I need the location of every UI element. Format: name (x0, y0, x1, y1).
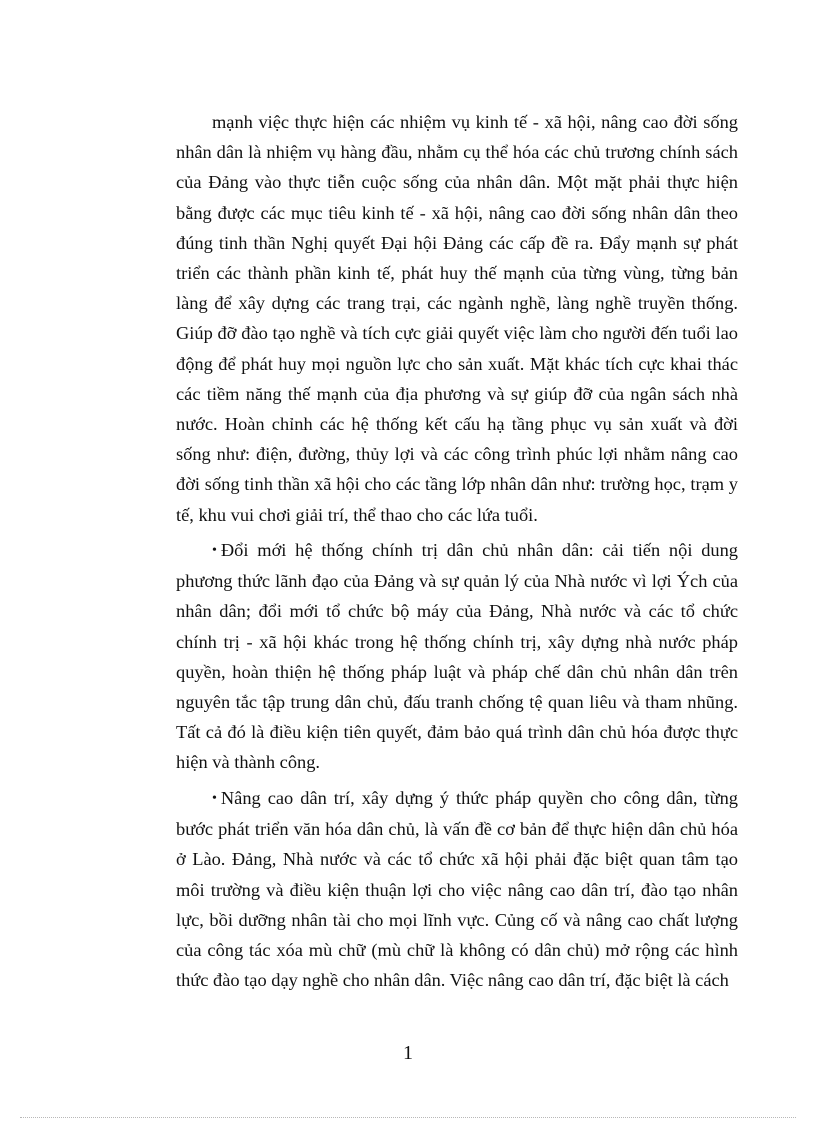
bullet-paragraph-2 (176, 783, 738, 995)
body-paragraph-1: mạnh việc thực hiện các nhiệm vụ kinh tế - xã hội, nâng cao đời sống nhân dân là nhiệm vụ hàng đầu, nhằm cụ thể hóa các chủ trương chính sách của Đảng vào thực tiễn cuộc sống của nhân dân. Một mặt phải thực hiện bằng được các mục tiêu kinh tế - xã hội, nâng cao đời sống nhân dân theo đúng tinh thần Nghị quyết Đại hội Đảng các cấp đề ra. Đẩy mạnh sự phát triển các thành phần kinh tế, phát huy thế mạnh của từng vùng, từng bản làng để xây dựng các trang trại, các ngành nghề, làng nghề truyền thống. Giúp đỡ đào tạo nghề và tích cực giải quyết việc làm cho người đến tuổi lao động để phát huy mọi nguồn lực cho sản xuất. Mặt khác tích cực khai thác các tiềm năng thế mạnh của địa phương và sự giúp đỡ của ngân sách nhà nước. Hoàn chỉnh các hệ thống kết cấu hạ tầng phục vụ sản xuất và đời sống như: điện, đường, thủy lợi và các công trình phúc lợi nhằm nâng cao đời sống tinh thần xã hội cho các tầng lớp nhân dân như: trường học, trạm y tế, khu vui chơi giải trí, thể thao cho các lứa tuổi. (176, 112, 738, 525)
bullet-icon: • (212, 543, 217, 558)
bullet-icon: • (212, 791, 217, 806)
page-number: 1 (403, 1042, 413, 1064)
bullet-paragraph-2-text: Nâng cao dân trí, xây dựng ý thức pháp quyền cho công dân, từng bước phát triển văn hóa dân chủ, là vấn đề cơ bản để thực hiện dân chủ hóa ở Lào. Đảng, Nhà nước và các tổ chức xã hội phải đặc biệt quan tâm tạo môi trường và điều kiện thuận lợi cho việc nâng cao dân trí, đào tạo nhân lực, bồi dưỡng nhân tài cho mọi lĩnh vực. Củng cố và nâng cao chất lượng của công tác xóa mù chữ (mù chữ là không có dân chủ) mở rộng các hình thức đào tạo dạy nghề cho nhân dân. Việc nâng cao dân trí, đặc biệt là cách (176, 788, 738, 991)
bullet-paragraph-1-text: Đổi mới hệ thống chính trị dân chủ nhân dân: cải tiến nội dung phương thức lãnh đạo của Đảng và sự quản lý của Nhà nước vì lợi Ých của nhân dân; đổi mới tổ chức bộ máy của Đảng, Nhà nước và các tổ chức chính trị - xã hội khác trong hệ thống chính trị, xây dựng nhà nước pháp quyền, hoàn thiện hệ thống pháp luật và pháp chế dân chủ nhân dân trên nguyên tắc tập trung dân chủ, đấu tranh chống tệ quan liêu và tham nhũng. Tất cả đó là điều kiện tiên quyết, đảm bảo quá trình dân chủ hóa được thực hiện và thành công. (176, 540, 738, 773)
footer-divider (20, 1117, 796, 1118)
bullet-paragraph-1 (176, 535, 738, 778)
